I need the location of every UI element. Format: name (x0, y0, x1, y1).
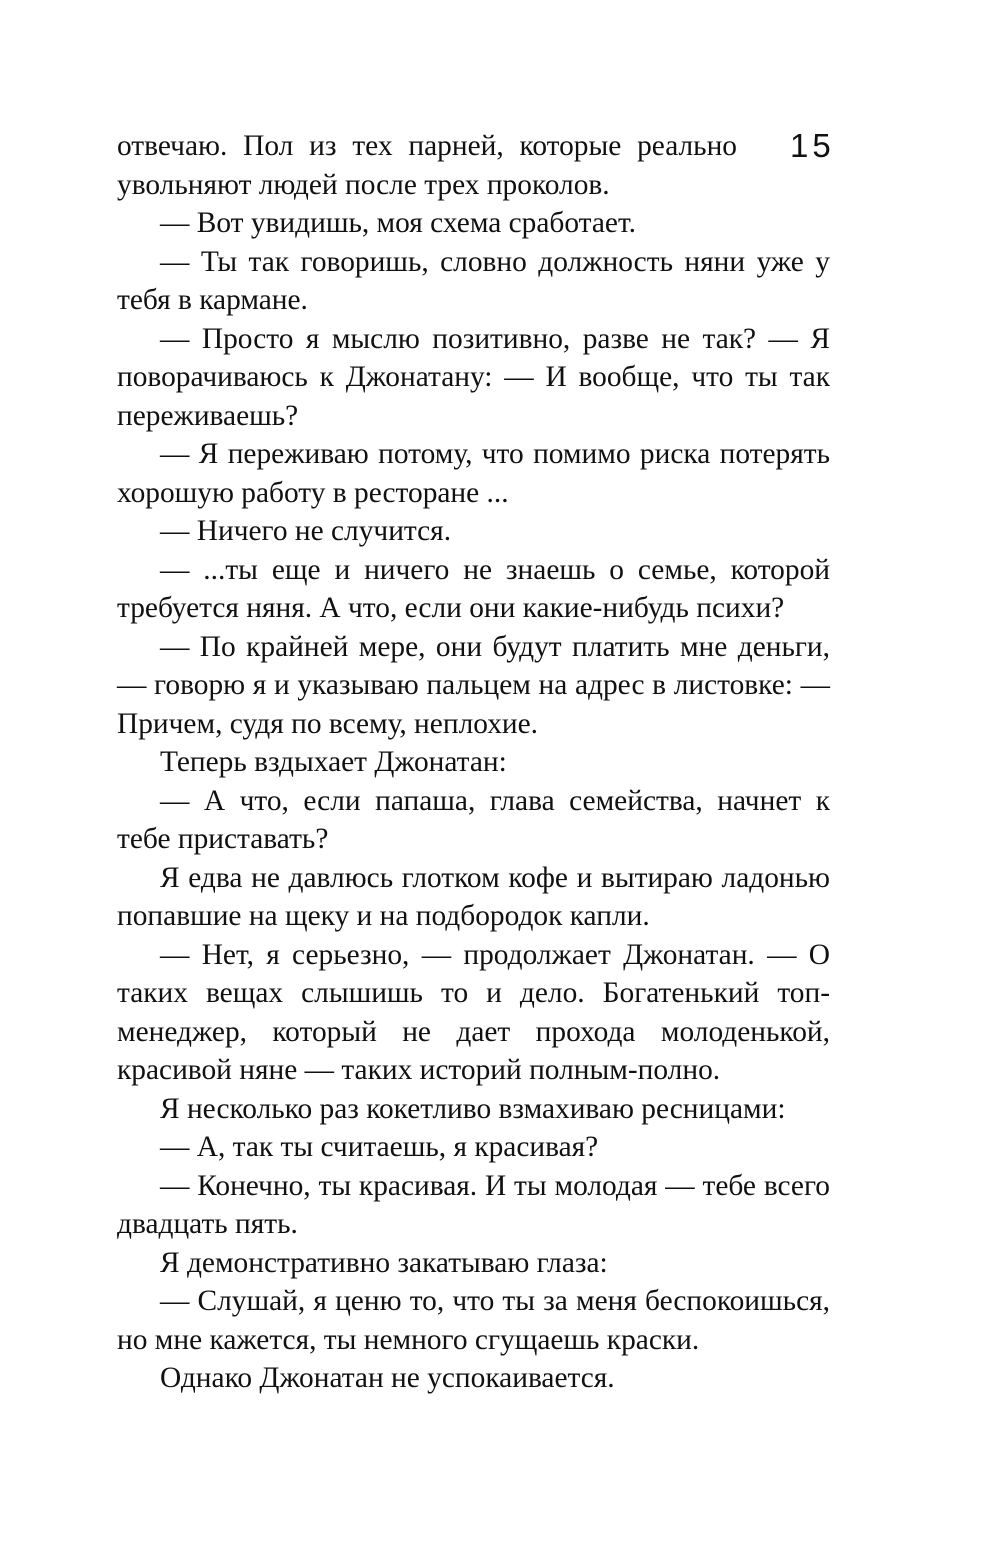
paragraph: — ...ты еще и ничего не знаешь о семье, которой требуется няня. А что, если они какие-нибудь психи? (117, 553, 830, 624)
paragraph: Я демонстративно закатываю глаза: (160, 1246, 608, 1279)
paragraph: — Конечно, ты красивая. И ты молодая — тебе всего двадцать пять. (117, 1169, 830, 1240)
paragraph: — А что, если папаша, глава семейства, начнет к тебе приставать? (117, 784, 830, 855)
paragraph: — По крайней мере, они будут платить мне деньги, — говорю я и указываю пальцем на адрес в листовке: — Причем, судя по всему, неплохие. (117, 630, 830, 740)
paragraph: — Я переживаю потому, что помимо риска потерять хорошую работу в ресторане ... (117, 438, 830, 509)
paragraph: — Ты так говоришь, словно должность няни уже у тебя в кармане. (117, 245, 830, 316)
paragraph: — А, так ты считаешь, я красивая? (160, 1131, 599, 1163)
paragraph: Теперь вздыхает Джонатан: (160, 746, 507, 778)
paragraph: — Вот увидишь, моя схема сработает. (160, 207, 636, 239)
paragraph-first-line: отвечаю. Пол из тех парней, которые реально (117, 130, 737, 162)
paragraph: Однако Джонатан не успокаивается. (160, 1362, 615, 1394)
paragraph: — Просто я мыслю позитивно, разве не так? — Я поворачиваюсь к Джонатану: — И вообще, что ты так переживаешь? (117, 322, 830, 432)
paragraph: Я несколько раз кокетливо взмахиваю ресницами: (160, 1092, 786, 1125)
paragraph: — Нет, я серьезно, — продолжает Джонатан. — О таких вещах слышишь то и дело. Богатенький топ-менеджер, который не дает прохода молоденькой, красивой няне — таких историй полным-полно. (117, 938, 830, 1086)
paragraph: — Слушай, я ценю то, что ты за меня беспокоишься, но мне кажется, ты немного сгущаешь краски. (117, 1285, 830, 1356)
paragraph (117, 127, 830, 204)
paragraph-continuation: увольняют людей после трех проколов. (117, 168, 610, 201)
paragraph: Я едва не давлюсь глотком кофе и вытираю ладонью попавшие на щеку и на подбородок капли. (117, 861, 830, 932)
body-text (117, 127, 830, 1398)
paragraph: — Ничего не случится. (160, 515, 452, 547)
page-number: 15 (790, 127, 835, 164)
